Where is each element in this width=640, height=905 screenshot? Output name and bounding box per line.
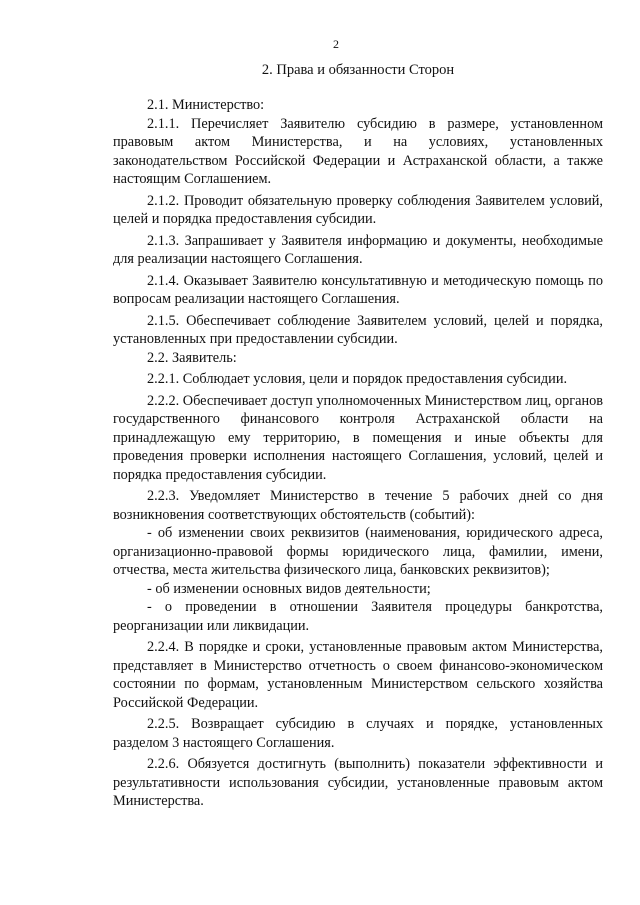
clause-2-2-6: 2.2.6. Обязуется достигнуть (выполнить) показатели эффективности и результативности использования субсидии, установленные правовым актом Министерства. [113, 756, 603, 809]
page-number: 2 [333, 37, 339, 51]
clause-2-1-3: 2.1.3. Запрашивает у Заявителя информацию и документы, необходимые для реализации настоящего Соглашения. [113, 232, 603, 267]
clause-2-2-4: 2.2.4. В порядке и сроки, установленные правовым актом Министерства, представляет в Министерство отчетность о своем финансово-экономическом состоянии по формам, установленным Министерством сельского хозяйства Российской Федерации. [113, 639, 603, 711]
clause-2-1-5: 2.1.5. Обеспечивает соблюдение Заявителем условий, целей и порядка, установленных при предоставлении субсидии. [113, 312, 603, 347]
section-title: 2. Права и обязанности Сторон [261, 62, 455, 78]
clause-2-2-3: 2.2.3. Уведомляет Министерство в течение 5 рабочих дней со дня возникновения соответствующих обстоятельств (событий): [113, 488, 603, 523]
clause-2-2-1: 2.2.1. Соблюдает условия, цели и порядок предоставления субсидии. [147, 371, 568, 387]
clause-2-1-4: 2.1.4. Оказывает Заявителю консультативную и методическую помощь по вопросам реализации настоящего Соглашения. [113, 272, 603, 307]
clause-2-2-5: 2.2.5. Возвращает субсидию в случаях и порядке, установленных разделом 3 настоящего Соглашения. [113, 716, 603, 751]
clause-2-2-3-item-bankruptcy: - о проведении в отношении Заявителя процедуры банкротства, реорганизации или ликвидации. [113, 599, 603, 634]
clause-2-1: 2.1. Министерство: [147, 97, 265, 113]
clause-2-1-1: 2.1.1. Перечисляет Заявителю субсидию в размере, установленном правовым актом Министерства, и на условиях, установленных законодательством Российской Федерации и Астраханской области, а также настоящим Соглашением. [113, 115, 603, 187]
clause-2-1-2: 2.1.2. Проводит обязательную проверку соблюдения Заявителем условий, целей и порядка предоставления субсидии. [113, 192, 603, 227]
clause-2-2-3-item-requisites: - об изменении своих реквизитов (наименования, юридического адреса, организационно-правовой формы юридического лица, фамилии, имени, отчества, места жительства физического лица, банковских реквизитов); [113, 525, 603, 578]
clause-2-2-2: 2.2.2. Обеспечивает доступ уполномоченных Министерством лиц, органов государственного финансового контроля Астраханской области на принадлежащую ему территорию, в помещения и иные объекты для проведения проверки исполнения настоящего Соглашения, условий, целей и порядка предоставления субсидии. [113, 392, 603, 483]
clause-2-2: 2.2. Заявитель: [147, 349, 237, 366]
document-body [113, 96, 603, 811]
clause-2-2-3-item-activities: - об изменении основных видов деятельности; [147, 580, 431, 597]
